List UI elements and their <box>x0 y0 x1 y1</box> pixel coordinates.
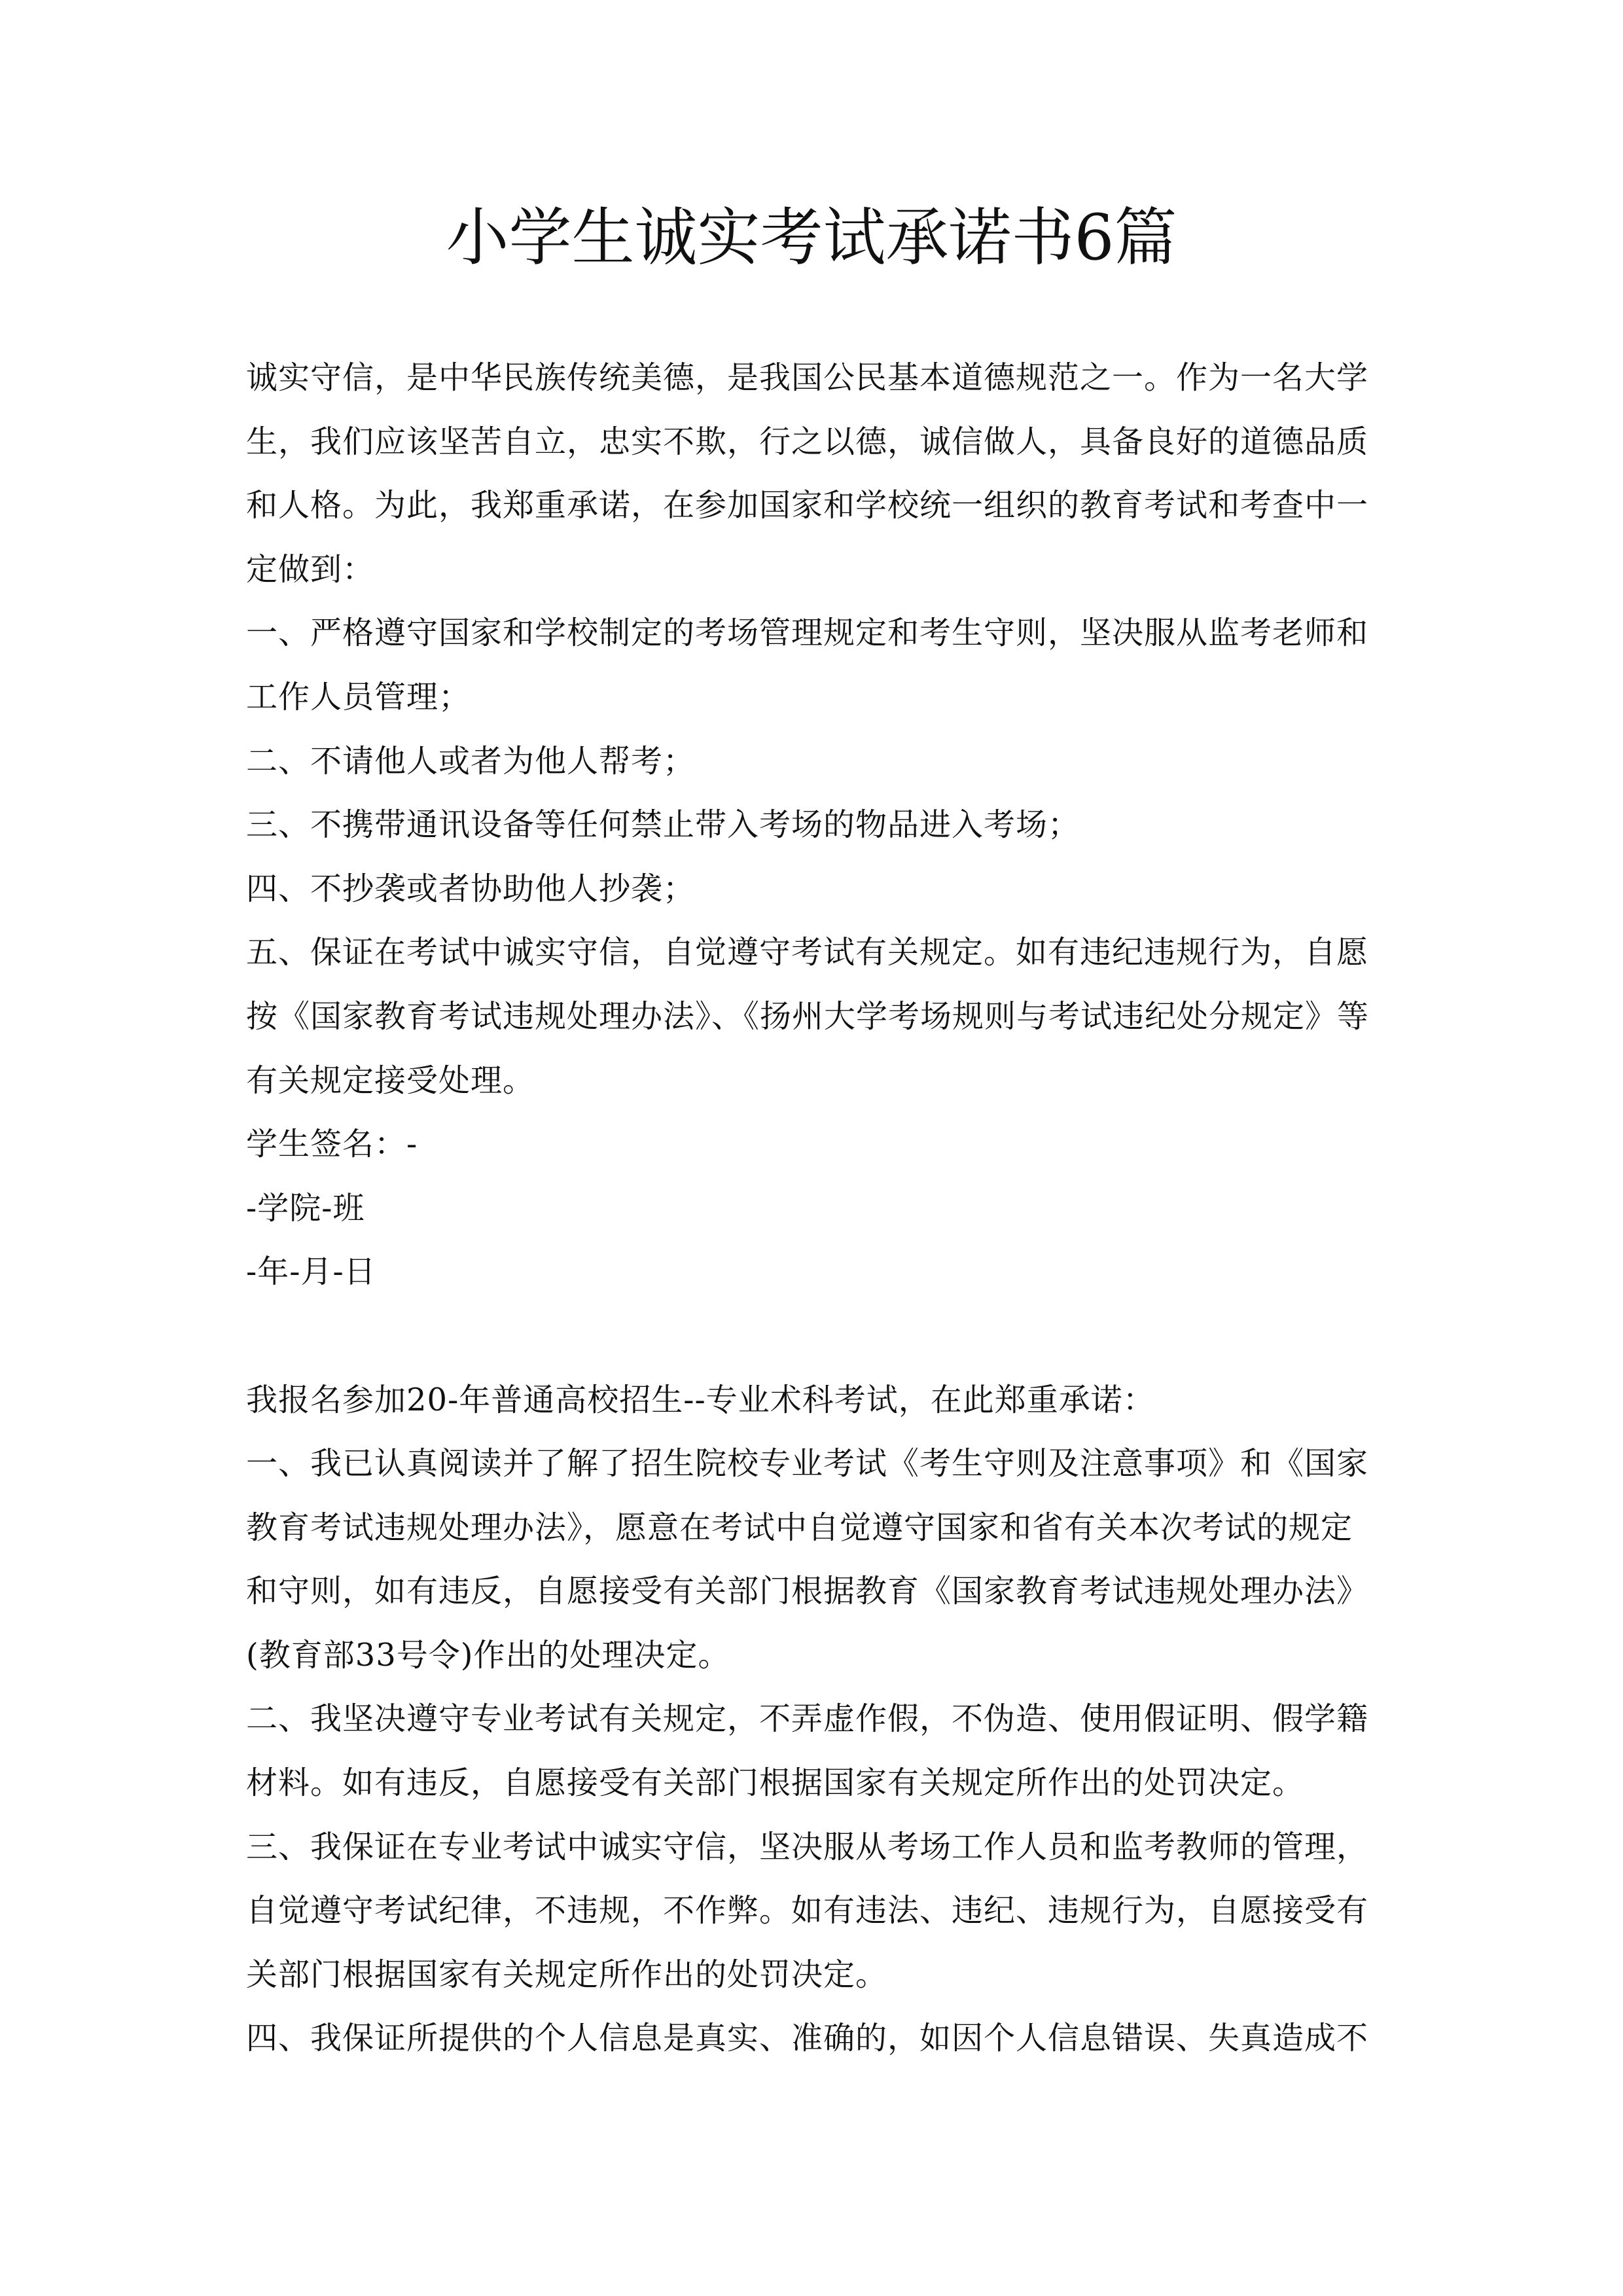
text-line: 有关规定接受处理。 <box>246 1062 535 1099</box>
text-line: 二、我坚决遵守专业考试有关规定，不弄虚作假，不伪造、使用假证明、假学籍 <box>246 1700 1369 1738</box>
section-1-pledge <box>246 346 1398 1304</box>
text-line: 和守则，如有违反，自愿接受有关部门根据教育《国家教育考试违规处理办法》 <box>246 1573 1369 1610</box>
text-line: 四、不抄袭或者协助他人抄袭； <box>246 870 696 907</box>
document-title: 小学生诚实考试承诺书6篇 <box>446 201 1177 274</box>
date-line: -年-月-日 <box>246 1253 376 1291</box>
class-line: -学院-班 <box>246 1189 365 1227</box>
text-line: 定做到： <box>246 550 375 588</box>
text-line: 教育考试违规处理办法》，愿意在考试中自觉遵守国家和省有关本次考试的规定 <box>246 1509 1353 1546</box>
text-line: 关部门根据国家有关规定所作出的处罚决定。 <box>246 1956 888 1993</box>
text-line: 三、不携带通讯设备等任何禁止带入考场的物品进入考场； <box>246 806 1080 844</box>
text-line: 五、保证在考试中诚实守信，自觉遵守考试有关规定。如有违纪违规行为，自愿 <box>246 934 1369 971</box>
text-line: 三、我保证在专业考试中诚实守信，坚决服从考场工作人员和监考教师的管理， <box>246 1828 1369 1865</box>
text-line: 生，我们应该坚苦自立，忠实不欺，行之以德，诚信做人，具备良好的道德品质 <box>246 423 1369 460</box>
text-line: 自觉遵守考试纪律，不违规，不作弊。如有违法、违纪、违规行为，自愿接受有 <box>246 1892 1369 1929</box>
text-line: 和人格。为此，我郑重承诺，在参加国家和学校统一组织的教育考试和考查中一 <box>246 487 1369 524</box>
text-line: 工作人员管理； <box>246 678 471 715</box>
signature-line: 学生签名：- <box>246 1126 418 1163</box>
document-body <box>246 346 1398 2071</box>
text-line: 二、不请他人或者为他人帮考； <box>246 742 696 780</box>
text-line: (教育部33号令)作出的处理决定。 <box>246 1636 730 1674</box>
text-line: 四、我保证所提供的个人信息是真实、准确的，如因个人信息错误、失真造成不 <box>246 2020 1369 2057</box>
blank-line <box>246 1304 1398 1369</box>
text-line: 一、严格遵守国家和学校制定的考场管理规定和考生守则，坚决服从监考老师和 <box>246 615 1369 652</box>
text-line: 我报名参加20-年普通高校招生--专业术科考试，在此郑重承诺： <box>246 1381 1155 1418</box>
text-line: 诚实守信，是中华民族传统美德，是我国公民基本道德规范之一。作为一名大学 <box>246 359 1369 396</box>
text-line: 一、我已认真阅读并了解了招生院校专业考试《考生守则及注意事项》和《国家 <box>246 1445 1369 1482</box>
text-line: 按《国家教育考试违规处理办法》、《扬州大学考场规则与考试违纪处分规定》等 <box>246 997 1370 1035</box>
section-2-pledge <box>246 1369 1398 2072</box>
text-line: 材料。如有违反，自愿接受有关部门根据国家有关规定所作出的处罚决定。 <box>246 1765 1305 1802</box>
